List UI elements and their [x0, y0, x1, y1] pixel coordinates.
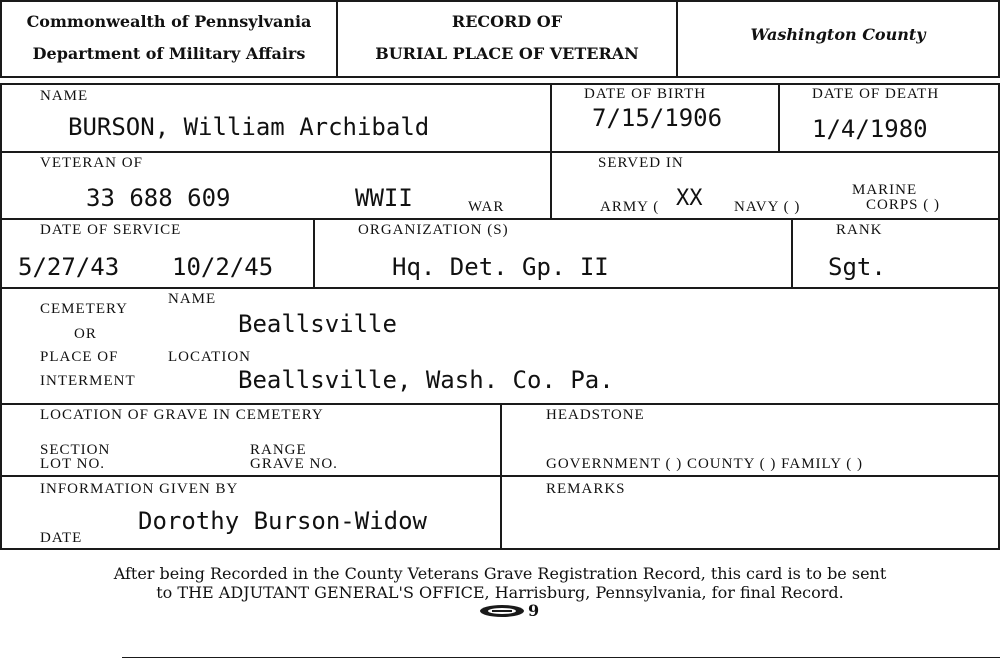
headstone-options: GOVERNMENT ( ) COUNTY ( ) FAMILY ( ) [546, 456, 863, 472]
footer-instructions-line-2: to THE ADJUTANT GENERAL'S OFFICE, Harrisburg, Pennsylvania, for final Record. [156, 583, 844, 602]
war-label: WAR [468, 199, 505, 215]
date-of-service-label: DATE OF SERVICE [40, 222, 182, 238]
location-label: LOCATION [168, 349, 251, 365]
date-of-death-value: 1/4/1980 [812, 115, 928, 143]
served-in-label: SERVED IN [598, 155, 684, 171]
grave-no-label: GRAVE NO. [250, 456, 338, 472]
form-title-line-1: RECORD OF [451, 12, 563, 31]
headstone-label: HEADSTONE [546, 407, 645, 423]
cemetery-label: CEMETERY [40, 301, 129, 317]
card-bottom-edge [122, 657, 1000, 658]
col-divider-grave-headstone [500, 403, 502, 550]
serial-number: 33 688 609 [86, 184, 231, 212]
cemetery-name-value: Beallsville [238, 310, 397, 338]
col-divider-service-org [313, 218, 315, 287]
veteran-of-label: VETERAN OF [40, 155, 143, 171]
col-divider-birth-death [778, 84, 780, 151]
col-divider-org-rank [791, 218, 793, 287]
section-label: SECTION [40, 442, 111, 458]
interment-label: INTERMENT [40, 373, 136, 389]
state-line-2: Department of Military Affairs [32, 44, 306, 63]
county-name: Washington County [750, 25, 926, 44]
army-label: ARMY ( [600, 199, 660, 215]
informant-value: Dorothy Burson-Widow [138, 507, 427, 535]
location-of-grave-label: LOCATION OF GRAVE IN CEMETERY [40, 407, 324, 423]
lot-no-label: LOT NO. [40, 456, 106, 472]
service-end-date: 10/2/45 [172, 253, 274, 281]
war-value: WWII [355, 184, 413, 212]
union-label-icon [478, 603, 526, 619]
veteran-name: BURSON, William Archibald [68, 113, 430, 141]
cemetery-name-label: NAME [168, 291, 217, 307]
row-divider-1 [0, 151, 1000, 153]
date-of-birth-value: 7/15/1906 [592, 104, 723, 132]
date-label: DATE [40, 530, 83, 546]
information-given-by-label: INFORMATION GIVEN BY [40, 481, 239, 497]
remarks-label: REMARKS [546, 481, 626, 497]
organization-label: ORGANIZATION (S) [358, 222, 509, 238]
date-of-birth-label: DATE OF BIRTH [584, 86, 707, 102]
location-value: Beallsville, Wash. Co. Pa. [238, 366, 614, 394]
or-label: OR [74, 326, 97, 342]
name-label: NAME [40, 88, 89, 104]
col-divider-name-birth [550, 84, 552, 218]
corps-label: CORPS ( ) [866, 197, 941, 213]
form-title-line-2: BURIAL PLACE OF VETERAN [375, 44, 639, 63]
rank-label: RANK [836, 222, 883, 238]
form-number: 9 [528, 601, 540, 620]
army-mark: XX [676, 186, 703, 211]
date-of-death-label: DATE OF DEATH [812, 86, 940, 102]
row-divider-2 [0, 218, 1000, 220]
range-label: RANGE [250, 442, 307, 458]
place-of-label: PLACE OF [40, 349, 119, 365]
row-divider-3 [0, 287, 1000, 289]
footer-instructions-line-1: After being Recorded in the County Veterans Grave Registration Record, this card is to be sent [113, 564, 887, 583]
navy-label: NAVY ( ) [734, 199, 801, 215]
organization-value: Hq. Det. Gp. II [392, 253, 609, 281]
service-start-date: 5/27/43 [18, 253, 120, 281]
rank-value: Sgt. [828, 253, 886, 281]
state-line-1: Commonwealth of Pennsylvania [26, 12, 312, 31]
marine-label: MARINE [852, 182, 918, 198]
